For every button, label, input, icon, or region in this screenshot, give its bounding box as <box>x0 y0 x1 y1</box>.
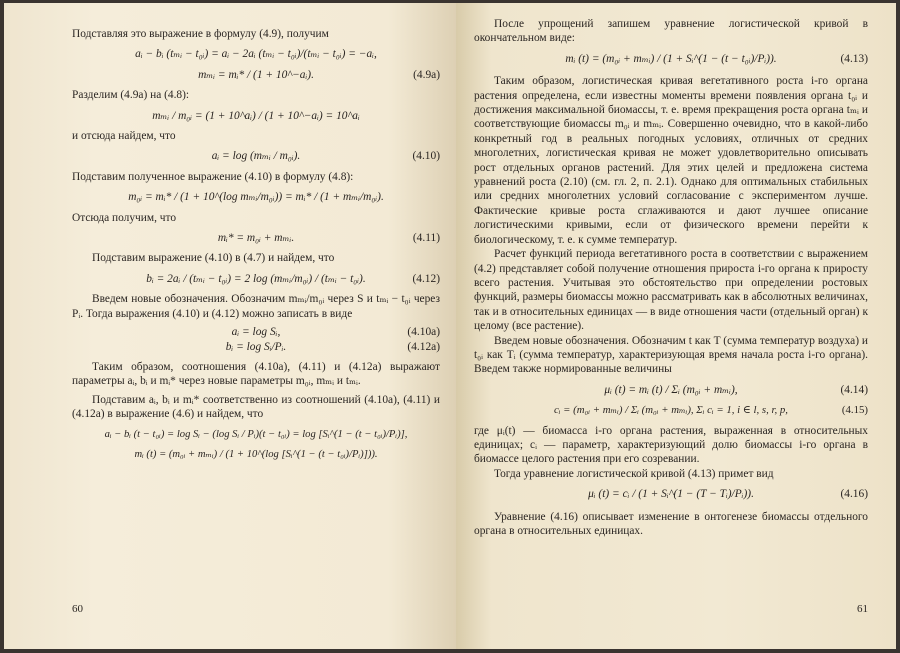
left-page-content <box>72 27 440 462</box>
equation-4-10a: aᵢ = log Sᵢ, (4.10a) <box>231 326 440 339</box>
right-page <box>456 3 896 649</box>
page-number: 60 <box>72 603 83 615</box>
paragraph: Подставляя это выражение в формулу (4.9), получим <box>72 28 329 40</box>
equation-4-9a: mₘᵢ = mᵢ* / (1 + 10^−aᵢ). (4.9a) <box>198 68 440 81</box>
paragraph: Подставим полученное выражение (4.10) в формулу (4.8): <box>72 170 354 183</box>
paragraph: Таким образом, логистическая кривая вегетативного роста i-го органа растения определена, если известны моменты времени появления органа t₀ᵢ и достижения максимальной биомассы, т. е. время прекращения роста органа tₘᵢ и соответствующие биомассы m₀ᵢ и mₘᵢ. Совершенно очевидно, что в какой-либо конкретный год в реальных погодных условиях, отличных от средних многолетних, логистическая кривая не может удовлетворительно описывать рост отдельных органов растений. Для этих целей и предложена система уравнений роста (2.10) (см. гл. 2, п. 2.1). Однако для оптимальных стабильных или средних многолетних условий согласование с экспериментом лучше. Фактические кривые роста сглаживаются и дают лучшее описание логистическими кривыми, если от физического времени перейти к биологическому, т. е. к сумме температур. <box>474 75 868 246</box>
book-spread <box>4 3 896 649</box>
right-page-content <box>474 17 868 538</box>
equation-4-15: cᵢ = (m₀ᵢ + mₘᵢ) / Σᵢ (m₀ᵢ + mₘᵢ), Σᵢ cᵢ = 1, i ∈ l, s, r, p, (4.15) <box>553 404 868 417</box>
paragraph: Тогда уравнение логистической кривой (4.13) примет вид <box>494 467 774 480</box>
equation-4-14: μᵢ (t) = mᵢ (t) / Σᵢ (m₀ᵢ + mₘᵢ), (4.14) <box>604 383 868 396</box>
paragraph: Введем новые обозначения. Обозначим t как T (сумма температур воздуха) и t₀ᵢ как Tᵢ (сумма температур, характеризующая время начала роста i-го органа). Введем также нормированные величины <box>474 334 868 376</box>
equation-4-12a: bᵢ = log Sᵢ/Pᵢ. (4.12a) <box>225 340 440 353</box>
equation: aᵢ − bᵢ (tₘᵢ − t₀ᵢ) = aᵢ − 2aᵢ (tₘᵢ − t₀ᵢ)/(tₘᵢ − t₀ᵢ) = −aᵢ, <box>135 48 377 61</box>
paragraph: Разделим (4.9a) на (4.8): <box>72 89 190 102</box>
equation-4-10: aᵢ = log (mₘᵢ / m₀ᵢ). (4.10) <box>211 150 440 163</box>
equation: mₘᵢ / m₀ᵢ = (1 + 10^aᵢ) / (1 + 10^−aᵢ) = 10^aᵢ <box>152 109 360 122</box>
equation-4-16: μᵢ (t) = cᵢ / (1 + Sᵢ^(1 − (T − Tᵢ)/Pᵢ)). (4.16) <box>588 488 868 501</box>
equation: aᵢ − bᵢ (t − t₀ᵢ) = log Sᵢ − (log Sᵢ / Pᵢ)(t − t₀ᵢ) = log [Sᵢ^(1 − (t − t₀ᵢ)/Pᵢ)], <box>104 428 408 440</box>
left-page <box>4 3 456 649</box>
paragraph: Уравнение (4.16) описывает изменение в онтогенезе биомассы отдельного органа в относительных единицах. <box>474 510 868 537</box>
paragraph: Расчет функций периода вегетативного роста в соответствии с выражением (4.2) представляет собой получение отношения прироста i-го органа к приросту всего растения. Учитывая это обстоятельство при определении ростовых функций, размеры биомассы можно рассматривать как в абсолютных величинах, так и в относительных единицах — в виде отношения части (отдельный орган) к целому (все растение). <box>474 248 868 333</box>
paragraph: После упрощений запишем уравнение логистической кривой в окончательном виде: <box>474 18 868 45</box>
paragraph: Подставим aᵢ, bᵢ и mᵢ* соответственно из соотношений (4.10a), (4.11) и (4.12a) в выражение (4.6) и найдем, что <box>72 393 440 421</box>
paragraph: и отсюда найдем, что <box>72 130 176 143</box>
paragraph: Таким образом, соотношения (4.10a), (4.11) и (4.12a) выражают параметры aᵢ, bᵢ и mᵢ* через новые параметры m₀ᵢ, mₘᵢ и tₘᵢ. <box>72 360 440 388</box>
equation: mᵢ (t) = (m₀ᵢ + mₘᵢ) / (1 + 10^(log [Sᵢ^(1 − (t − t₀ᵢ)/Pᵢ)])). <box>134 448 378 460</box>
paragraph: где μᵢ(t) — биомасса i-го органа растения, выраженная в относительных единицах; cᵢ — параметр, характеризующий долю биомассы i-го органа в биомассе целого растения при его созревании. <box>474 424 868 466</box>
equation-4-12: bᵢ = 2aᵢ / (tₘᵢ − t₀ᵢ) = 2 log (mₘᵢ/m₀ᵢ) / (tₘᵢ − t₀ᵢ). (4.12) <box>146 272 440 285</box>
equation: m₀ᵢ = mᵢ* / (1 + 10^(log mₘᵢ/m₀ᵢ)) = mᵢ* / (1 + mₘᵢ/m₀ᵢ). <box>128 191 384 204</box>
equation-4-13: mᵢ (t) = (m₀ᵢ + mₘᵢ) / (1 + Sᵢ^(1 − (t − t₀ᵢ)/Pᵢ)). (4.13) <box>565 52 868 65</box>
page-number: 61 <box>857 603 868 615</box>
paragraph: Введем новые обозначения. Обозначим mₘᵢ/m₀ᵢ через S и tₘᵢ − t₀ᵢ через Pᵢ. Тогда выражения (4.10) и (4.12) можно записать в виде <box>72 293 440 320</box>
paragraph: Подставим выражение (4.10) в (4.7) и найдем, что <box>92 252 335 265</box>
paragraph: Отсюда получим, что <box>72 211 177 224</box>
equation-4-11: mᵢ* = m₀ᵢ + mₘᵢ. (4.11) <box>217 232 440 245</box>
